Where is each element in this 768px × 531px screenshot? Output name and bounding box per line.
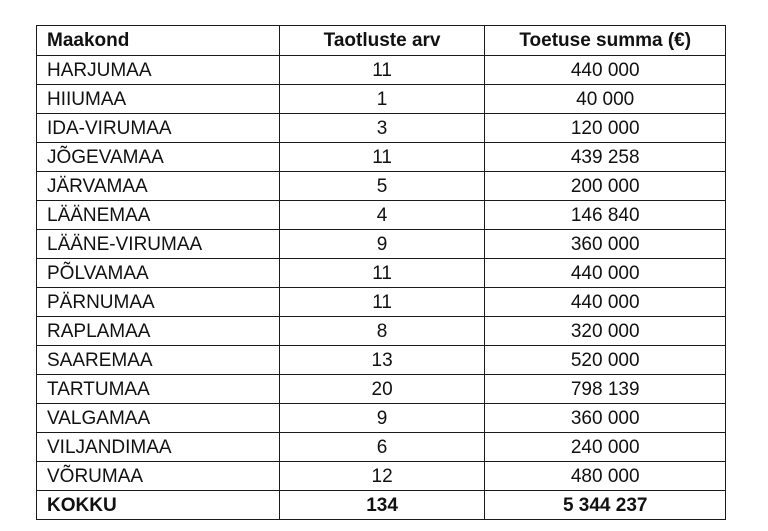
- amount-cell: 440 000: [485, 259, 726, 288]
- applications-cell: 6: [279, 433, 485, 462]
- table-row: [37, 288, 726, 317]
- applications-cell: 11: [279, 56, 485, 85]
- amount-cell: 320 000: [485, 317, 726, 346]
- county-cell: JÄRVAMAA: [37, 172, 280, 201]
- table-row: [37, 143, 726, 172]
- county-cell: PÄRNUMAA: [37, 288, 280, 317]
- amount-cell: 360 000: [485, 230, 726, 259]
- amount-cell: 40 000: [485, 85, 726, 114]
- county-cell: HARJUMAA: [37, 56, 280, 85]
- header-amount: Toetuse summa (€): [485, 26, 726, 56]
- county-cell: IDA-VIRUMAA: [37, 114, 280, 143]
- amount-cell: 439 258: [485, 143, 726, 172]
- applications-cell: 4: [279, 201, 485, 230]
- amount-cell: 440 000: [485, 288, 726, 317]
- table-row: [37, 346, 726, 375]
- total-amount: 5 344 237: [485, 491, 726, 520]
- amount-cell: 440 000: [485, 56, 726, 85]
- table-row: [37, 201, 726, 230]
- total-row: [37, 491, 726, 520]
- applications-cell: 20: [279, 375, 485, 404]
- table-row: [37, 172, 726, 201]
- county-cell: JÕGEVAMAA: [37, 143, 280, 172]
- applications-cell: 9: [279, 404, 485, 433]
- applications-cell: 9: [279, 230, 485, 259]
- amount-cell: 480 000: [485, 462, 726, 491]
- grants-table: [36, 25, 726, 520]
- applications-cell: 1: [279, 85, 485, 114]
- county-cell: VÕRUMAA: [37, 462, 280, 491]
- table-row: [37, 433, 726, 462]
- county-cell: PÕLVAMAA: [37, 259, 280, 288]
- county-cell: HIIUMAA: [37, 85, 280, 114]
- applications-cell: 11: [279, 143, 485, 172]
- header-row: [37, 26, 726, 56]
- county-cell: VALGAMAA: [37, 404, 280, 433]
- county-cell: RAPLAMAA: [37, 317, 280, 346]
- applications-cell: 11: [279, 259, 485, 288]
- total-label: KOKKU: [37, 491, 280, 520]
- applications-cell: 13: [279, 346, 485, 375]
- applications-cell: 3: [279, 114, 485, 143]
- county-cell: LÄÄNEMAA: [37, 201, 280, 230]
- amount-cell: 360 000: [485, 404, 726, 433]
- table-row: [37, 375, 726, 404]
- table-row: [37, 56, 726, 85]
- amount-cell: 798 139: [485, 375, 726, 404]
- amount-cell: 520 000: [485, 346, 726, 375]
- amount-cell: 146 840: [485, 201, 726, 230]
- table-row: [37, 230, 726, 259]
- amount-cell: 200 000: [485, 172, 726, 201]
- applications-cell: 8: [279, 317, 485, 346]
- county-cell: SAAREMAA: [37, 346, 280, 375]
- table-row: [37, 462, 726, 491]
- applications-cell: 12: [279, 462, 485, 491]
- table-row: [37, 114, 726, 143]
- county-cell: TARTUMAA: [37, 375, 280, 404]
- amount-cell: 120 000: [485, 114, 726, 143]
- applications-cell: 5: [279, 172, 485, 201]
- header-applications: Taotluste arv: [279, 26, 485, 56]
- table-row: [37, 404, 726, 433]
- total-applications: 134: [279, 491, 485, 520]
- county-cell: VILJANDIMAA: [37, 433, 280, 462]
- table-row: [37, 85, 726, 114]
- applications-cell: 11: [279, 288, 485, 317]
- table-row: [37, 317, 726, 346]
- header-county: Maakond: [37, 26, 280, 56]
- table-row: [37, 259, 726, 288]
- county-cell: LÄÄNE-VIRUMAA: [37, 230, 280, 259]
- amount-cell: 240 000: [485, 433, 726, 462]
